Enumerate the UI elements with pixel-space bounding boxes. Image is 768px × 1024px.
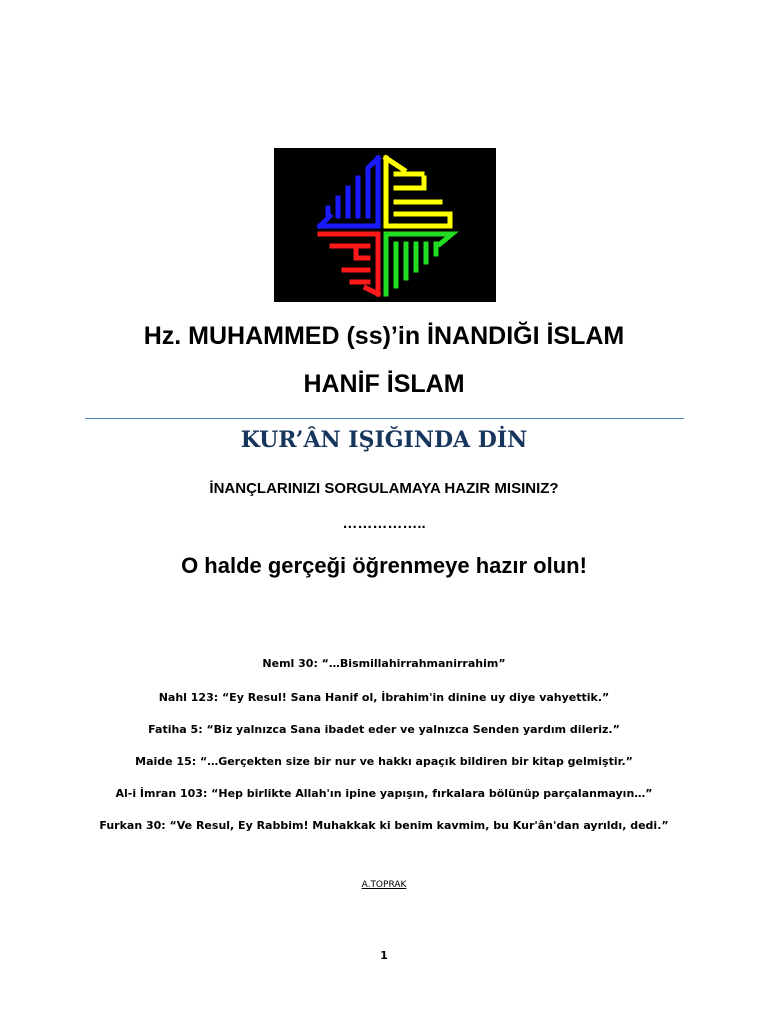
page-number: 1	[380, 949, 388, 962]
author-name: A.TOPRAK	[361, 880, 407, 890]
document-title-line-2: HANİF İSLAM	[303, 370, 465, 398]
document-title-line-1: Hz. MUHAMMED (ss)’in İNANDIĞI İSLAM	[143, 322, 625, 350]
ellipsis-separator: ……………..	[342, 515, 426, 532]
verse-item: Neml 30: “…Bismillahirrahmanirrahim”	[262, 657, 506, 670]
document-tagline: O halde gerçeği öğrenmeye hazır olun!	[181, 553, 587, 578]
verse-item: Furkan 30: “Ve Resul, Ey Rabbim! Muhakkak ki benim kavmim, bu Kur'ân'dan ayrıldı, dedi.”	[99, 819, 669, 832]
verse-item: Fatiha 5: “Biz yalnızca Sana ibadet eder ve yalnızca Senden yardım dileriz.”	[148, 723, 620, 736]
verse-item: Maide 15: “…Gerçekten size bir nur ve hakkı apaçık bildiren bir kitap gelmiştir.”	[135, 755, 633, 768]
verse-item: Al-i İmran 103: “Hep birlikte Allah'ın ipine yapışın, fırkalara bölünüp parçalanmayın…”	[115, 787, 653, 800]
document-question: İNANÇLARINIZI SORGULAMAYA HAZIR MISINIZ?	[209, 480, 559, 497]
horizontal-divider	[85, 418, 684, 419]
calligraphy-emblem-icon	[274, 148, 496, 302]
document-subtitle: KUR’ÂN IŞIĞINDA DİN	[240, 427, 528, 453]
verse-item: Nahl 123: “Ey Resul! Sana Hanif ol, İbrahim'in dinine uy diye vahyettik.”	[158, 691, 610, 704]
